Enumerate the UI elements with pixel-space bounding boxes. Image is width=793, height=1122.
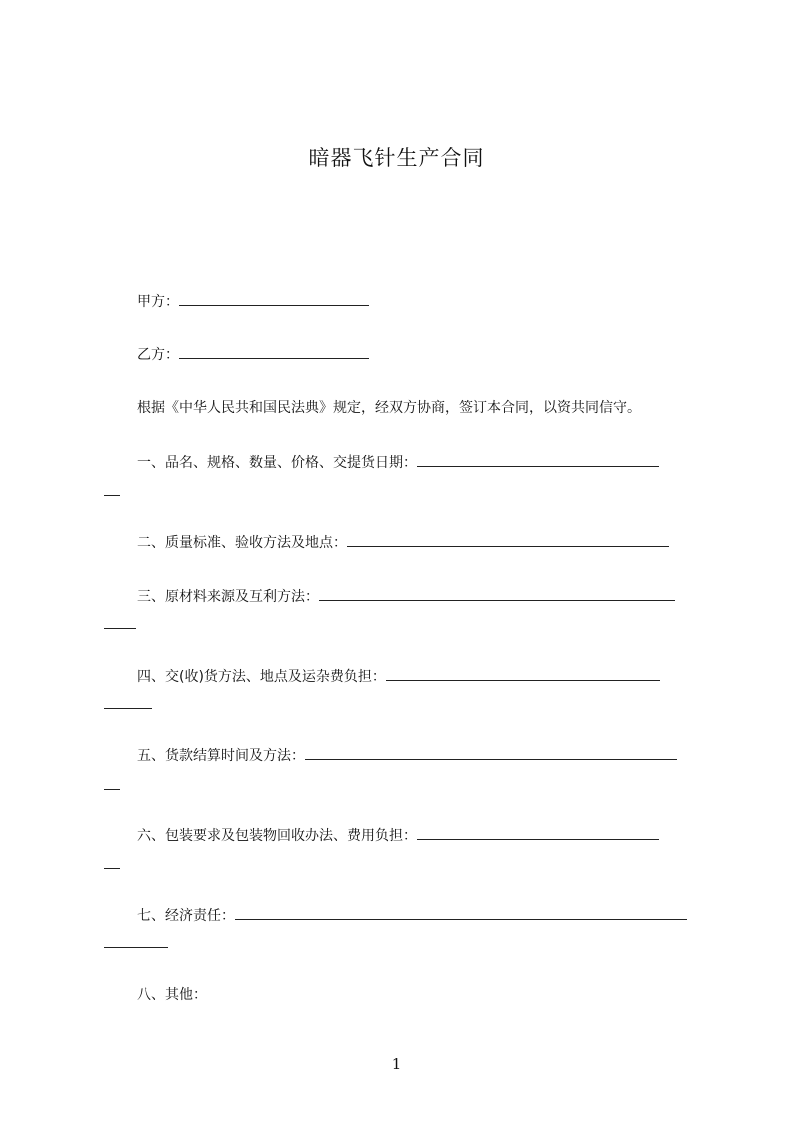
clause-7-continuation [104, 946, 168, 948]
clause-3-continuation [104, 627, 136, 629]
clause-4-label: 四、交(收)货方法、地点及运杂费负担： [137, 669, 386, 685]
clause-4-continuation [104, 707, 152, 709]
clause-5-blank[interactable] [305, 745, 677, 760]
clause-8: 八、其他： [137, 987, 207, 1003]
party-b-line [137, 344, 369, 365]
clause-2-label: 二、质量标准、验收方法及地点： [137, 535, 347, 551]
clause-1-blank[interactable] [417, 452, 659, 467]
clause-7-label: 七、经济责任： [137, 908, 235, 924]
clause-6 [137, 825, 659, 846]
clause-5 [137, 745, 677, 766]
page-number: 1 [391, 1055, 402, 1073]
clause-4 [137, 666, 660, 687]
clause-6-label: 六、包装要求及包装物回收办法、费用负担： [137, 828, 417, 844]
document-title: 暗器飞针生产合同 [308, 146, 485, 170]
clause-6-blank[interactable] [417, 825, 659, 840]
clause-7-blank[interactable] [235, 905, 687, 920]
clause-5-label: 五、货款结算时间及方法： [137, 748, 305, 764]
preamble-text: 根据《中华人民共和国民法典》规定，经双方协商，签订本合同，以资共同信守。 [137, 400, 641, 416]
party-a-blank[interactable] [179, 291, 369, 306]
clause-3 [137, 586, 675, 607]
clause-1 [137, 452, 659, 473]
clause-5-continuation [104, 788, 120, 790]
clause-4-blank[interactable] [386, 666, 660, 681]
clause-3-label: 三、原材料来源及互利方法： [137, 589, 319, 605]
clause-1-label: 一、品名、规格、数量、价格、交提货日期： [137, 455, 417, 471]
clause-2-blank[interactable] [347, 532, 669, 547]
clause-1-continuation [104, 494, 120, 496]
clause-3-blank[interactable] [319, 586, 675, 601]
clause-6-continuation [104, 867, 120, 869]
clause-7 [137, 905, 687, 926]
party-b-blank[interactable] [179, 344, 369, 359]
clause-2 [137, 532, 669, 553]
party-a-label: 甲方： [137, 294, 179, 310]
party-a-line [137, 291, 369, 312]
party-b-label: 乙方： [137, 347, 179, 363]
